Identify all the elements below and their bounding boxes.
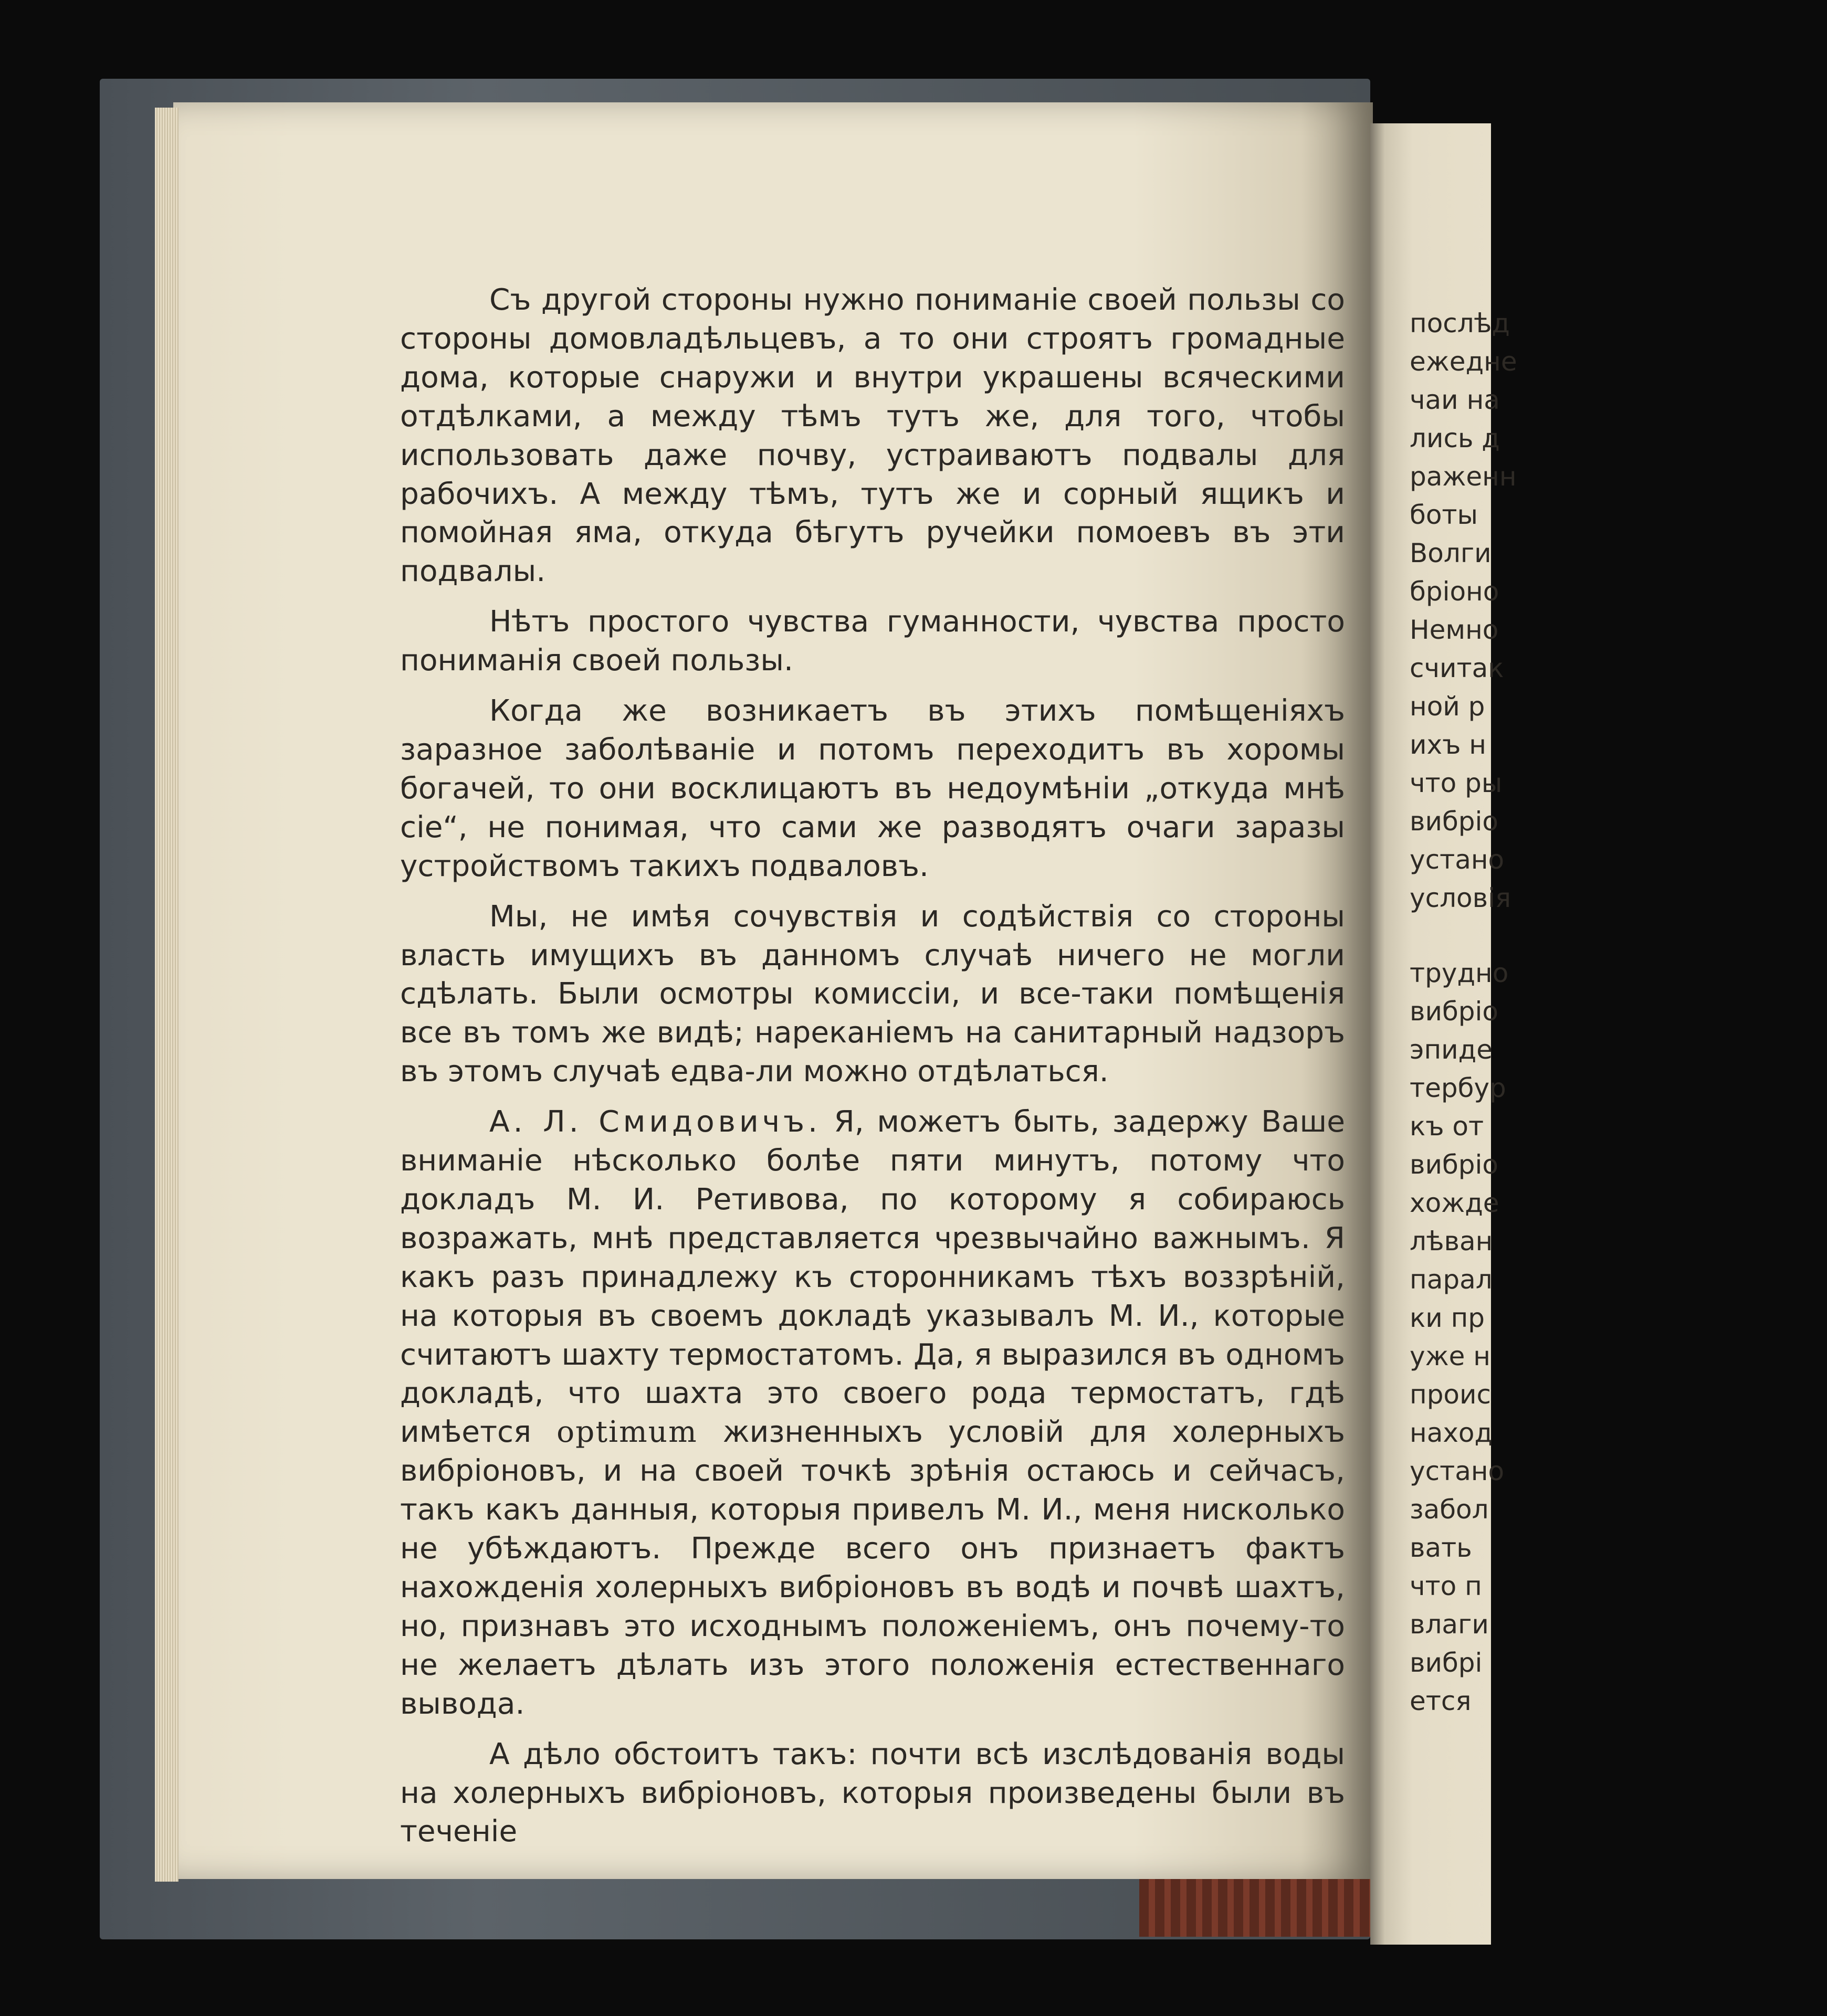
facing-line: тербур bbox=[1410, 1073, 1506, 1103]
facing-line: устано bbox=[1410, 1456, 1505, 1486]
facing-line: чаи на bbox=[1410, 385, 1500, 415]
facing-page-lines-bottom bbox=[1410, 954, 1509, 1721]
paragraph-6: А дѣло обстоитъ такъ: почти всѣ изслѣдованія воды на холерныхъ вибріоновъ, которыя произведены были въ теченіе bbox=[400, 1737, 1345, 1849]
facing-line: что ры bbox=[1410, 768, 1503, 798]
facing-line: ихъ н bbox=[1410, 730, 1486, 760]
facing-line: ки пр bbox=[1410, 1303, 1485, 1333]
facing-page-lines-top bbox=[1410, 304, 1517, 917]
facing-line: лись д bbox=[1410, 423, 1500, 453]
paragraph-5 bbox=[400, 1103, 1345, 1724]
facing-line: условія bbox=[1410, 883, 1511, 913]
page-stack-edge bbox=[155, 108, 178, 1882]
facing-line: вибріо bbox=[1410, 1149, 1499, 1180]
facing-line: къ от bbox=[1410, 1111, 1484, 1142]
facing-line: эпиде bbox=[1410, 1035, 1493, 1065]
paragraph-5-part-2: жизненныхъ условій для холерныхъ вибріоновъ, и на своей точкѣ зрѣнія остаюсь и сейчасъ, такъ какъ данныя, которыя привелъ М. И., меня нисколько не убѣждаютъ. Прежде всего онъ признаетъ фактъ нахожденія холерныхъ вибріоновъ въ водѣ и почвѣ шахтъ, но, признавъ это исходнымъ положеніемъ, онъ почему-то не желаетъ дѣлать изъ этого положенія естественнаго вывода. bbox=[400, 1415, 1345, 1721]
facing-line: вать bbox=[1410, 1533, 1472, 1563]
facing-line: ежедне bbox=[1410, 346, 1517, 377]
paragraph-1: Съ другой стороны нужно пониманіе своей пользы со стороны домовладѣльцевъ, а то они строятъ громадные дома, которые снаружи и внутри украшены всяческими отдѣлками, а между тѣмъ тутъ же, для того, чтобы использовать даже почву, устраиваютъ подвалы для рабочихъ. А между тѣмъ, тутъ же и сорный ящикъ и помойная яма, откуда бѣгутъ ручейки помоевъ въ эти подвалы. bbox=[400, 283, 1345, 589]
facing-line: вибріо bbox=[1410, 806, 1499, 837]
facing-line: Волги bbox=[1410, 538, 1492, 568]
facing-line: забол bbox=[1410, 1494, 1489, 1525]
facing-line: боты bbox=[1410, 500, 1478, 530]
paragraph-4: Мы, не имѣя сочувствія и содѣйствія со стороны власть имущихъ въ данномъ случаѣ ничего не могли сдѣлать. Были осмотры комиссіи, и все-таки помѣщенія все въ томъ же видѣ; нареканіемъ на санитарный надзоръ въ этомъ случаѣ едва-ли можно отдѣлаться. bbox=[400, 899, 1345, 1089]
facing-line: проис bbox=[1410, 1379, 1492, 1410]
facing-line: трудно bbox=[1410, 958, 1509, 988]
facing-line: уже н bbox=[1410, 1341, 1490, 1371]
facing-line: устано bbox=[1410, 845, 1505, 875]
page-body bbox=[400, 281, 1345, 1863]
facing-line: влаги bbox=[1410, 1609, 1489, 1640]
facing-page-gap bbox=[1410, 917, 1491, 954]
paragraph-2: Нѣтъ простого чувства гуманности, чувства просто пониманія своей пользы. bbox=[400, 605, 1345, 678]
facing-line: бріоно bbox=[1410, 576, 1499, 607]
facing-line: послѣд bbox=[1410, 308, 1510, 339]
facing-line: Немно bbox=[1410, 615, 1499, 645]
paragraph-5-part-1: Я, можетъ быть, задержу Ваше вниманіе нѣсколько болѣе пяти минутъ, потому что докладъ М. И. Ретивова, по которому я собираюсь возражать, мнѣ представляется чрезвычайно важнымъ. Я какъ разъ принадлежу къ сторонникамъ тѣхъ воззрѣній, на которыя въ своемъ докладѣ указывалъ М. И., которые считаютъ шахту термостатомъ. Да, я выразился въ одномъ докладѣ, что шахта это своего рода термостатъ, гдѣ имѣется bbox=[400, 1105, 1345, 1450]
facing-line: что п bbox=[1410, 1571, 1482, 1601]
facing-line: считак bbox=[1410, 653, 1504, 683]
facing-line: ется bbox=[1410, 1686, 1472, 1716]
facing-line: наход bbox=[1410, 1418, 1493, 1448]
facing-line: вибрі bbox=[1410, 1648, 1483, 1678]
paragraph-3: Когда же возникаетъ въ этихъ помѣщеніяхъ заразное заболѣваніе и потомъ переходитъ въ хоромы богачей, то они восклицаютъ въ недоумѣніи „откуда мнѣ сіе“, не понимая, что сами же разводятъ очаги заразы устройствомъ такихъ подваловъ. bbox=[400, 694, 1345, 883]
facing-line: вибріо bbox=[1410, 996, 1499, 1027]
facing-line: парал bbox=[1410, 1264, 1493, 1295]
facing-line: раженн bbox=[1410, 461, 1517, 492]
speaker-name: А. Л. Смидовичъ. bbox=[489, 1105, 821, 1139]
facing-line: лѣван bbox=[1410, 1226, 1493, 1257]
facing-page-text bbox=[1410, 304, 1517, 1721]
facing-line: ной р bbox=[1410, 691, 1485, 722]
facing-line: хожде bbox=[1410, 1188, 1499, 1218]
latin-term: optimum bbox=[556, 1415, 698, 1450]
